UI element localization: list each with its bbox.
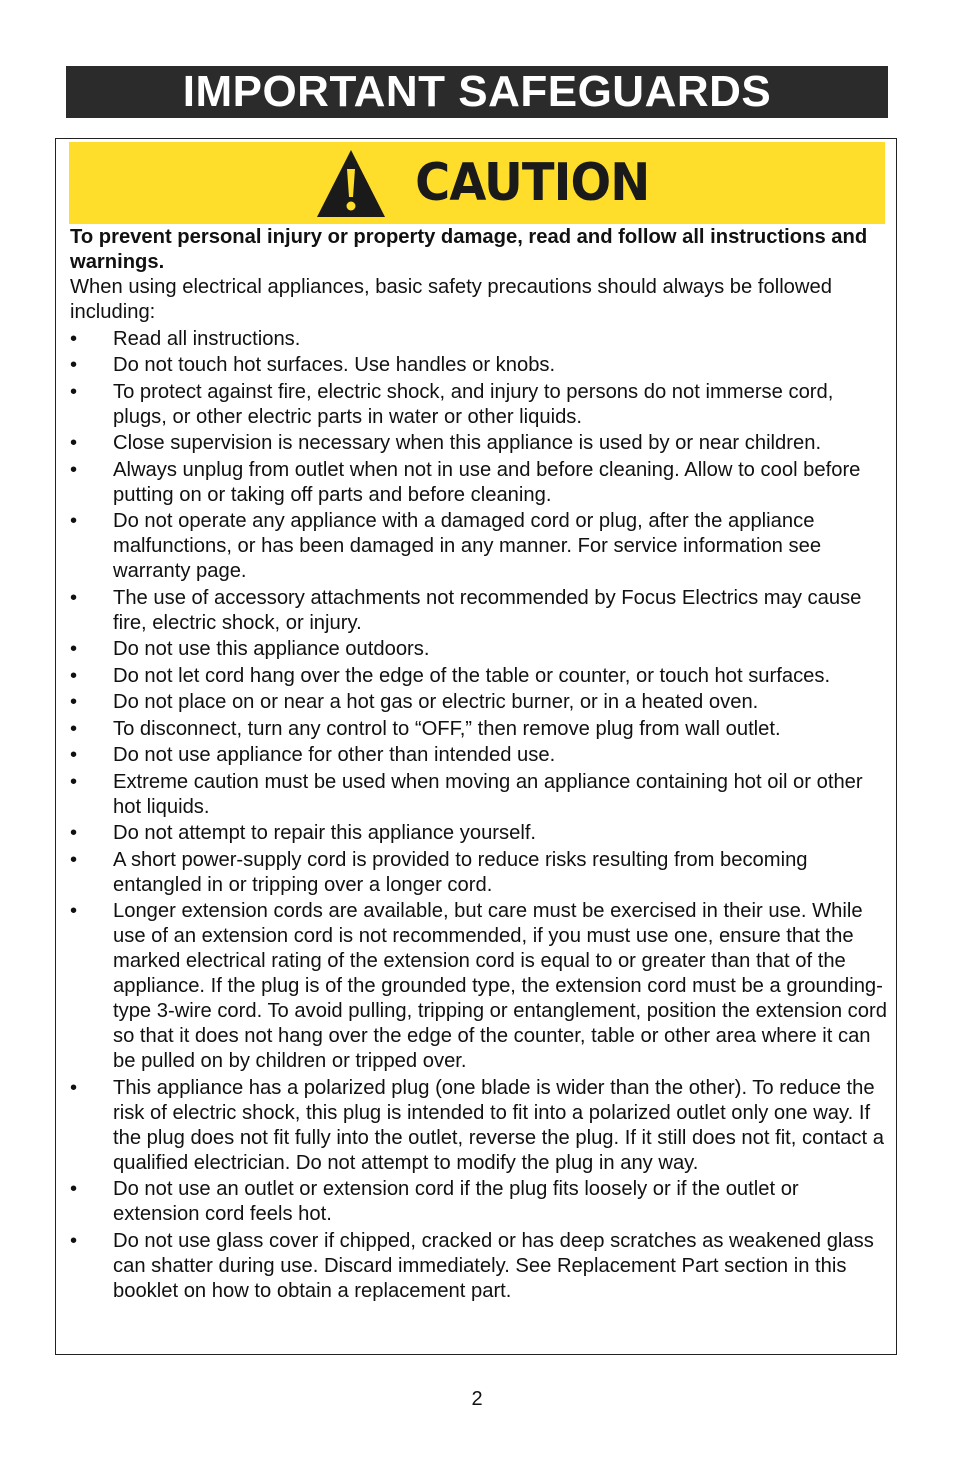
page-title: IMPORTANT SAFEGUARDS — [182, 67, 772, 116]
bullet-point: • — [70, 848, 78, 871]
caution-banner — [69, 142, 885, 224]
warning-triangle-icon — [315, 147, 387, 219]
bullet-point: • — [70, 638, 78, 660]
list-item-text: Do not use appliance for other than intended use. — [113, 744, 556, 766]
list-item-text: The use of accessory attachments not recommended by Focus Electrics may cause fire, electric shock, or injury. — [113, 586, 862, 634]
list-item — [70, 743, 890, 768]
bullet-point: • — [70, 354, 78, 376]
list-item — [70, 509, 890, 584]
list-item — [70, 1177, 890, 1227]
list-item — [70, 770, 890, 820]
caution-label: CAUTION — [414, 153, 650, 213]
list-item-text: To protect against fire, electric shock, and injury to persons do not immerse cord, plugs, or other electric parts in water or other liquids. — [113, 380, 834, 428]
list-item-text: Do not place on or near a hot gas or electric burner, or in a heated oven. — [113, 691, 759, 713]
list-item-text: Close supervision is necessary when this appliance is used by or near children. — [113, 432, 822, 454]
list-item — [70, 380, 890, 430]
list-item — [70, 431, 890, 456]
safeguards-content — [70, 225, 890, 1304]
list-item-text: Do not use an outlet or extension cord if the plug fits loosely or if the outlet or extension cord feels hot. — [113, 1178, 799, 1225]
list-item-text: Do not operate any appliance with a damaged cord or plug, after the appliance malfunctions, or has been damaged in any manner. For service information see warranty page. — [113, 510, 822, 582]
list-item-text: Extreme caution must be used when moving an appliance containing hot oil or other hot liquids. — [113, 770, 863, 818]
list-item — [70, 353, 890, 378]
list-item-text: Do not attempt to repair this appliance yourself. — [113, 822, 537, 844]
bullet-point: • — [70, 510, 78, 532]
bullet-point: • — [70, 586, 78, 609]
bullet-point: • — [70, 1178, 78, 1200]
safeguards-box — [55, 138, 897, 1355]
list-item-text: Do not use glass cover if chipped, cracked or has deep scratches as weakened glass can shatter during use. Discard immediately. See Replacement Part section in this booklet on how to obtain a replacement part. — [113, 1229, 874, 1302]
list-item — [70, 690, 890, 715]
list-item — [70, 1229, 890, 1304]
safeguard-list — [70, 327, 890, 1304]
bullet-point: • — [70, 1229, 78, 1252]
list-item — [70, 327, 890, 352]
bullet-point: • — [70, 1076, 78, 1099]
bullet-point: • — [70, 744, 78, 766]
list-item — [70, 717, 890, 742]
list-item — [70, 458, 890, 508]
list-item — [70, 821, 890, 846]
intro-warning: To prevent personal injury or property damage, read and follow all instructions and warnings. — [70, 226, 868, 273]
list-item — [70, 637, 890, 662]
bullet-point: • — [70, 458, 78, 481]
bullet-point: • — [70, 717, 78, 740]
list-item-text: Always unplug from outlet when not in use and before cleaning. Allow to cool before putting on or taking off parts and before cleaning. — [113, 458, 861, 506]
list-item — [70, 899, 890, 1074]
bullet-point: • — [70, 691, 78, 713]
header-bar — [66, 66, 888, 118]
bullet-point: • — [70, 432, 78, 454]
list-item-text: A short power-supply cord is provided to reduce risks resulting from becoming entangled in or tripping over a longer cord. — [113, 848, 808, 896]
list-item-text: This appliance has a polarized plug (one blade is wider than the other). To reduce the risk of electric shock, this plug is intended to fit into a polarized outlet only one way. If the plug does not fit fully into the outlet, reverse the plug. If it still does not fit, contact a qualified electrician. Do not attempt to modify the plug in any way. — [113, 1076, 884, 1174]
list-item-text: Do not touch hot surfaces. Use handles or knobs. — [113, 354, 556, 376]
list-item-text: To disconnect, turn any control to “OFF,” then remove plug from wall outlet. — [113, 717, 781, 740]
list-item — [70, 586, 890, 636]
bullet-point: • — [70, 380, 78, 403]
list-item — [70, 848, 890, 898]
bullet-point: • — [70, 664, 78, 687]
list-item-text: Do not use this appliance outdoors. — [113, 638, 430, 660]
page-number: 2 — [471, 1388, 483, 1410]
bullet-point: • — [70, 822, 78, 844]
list-item-text: Do not let cord hang over the edge of the table or counter, or touch hot surfaces. — [113, 664, 831, 687]
list-item — [70, 664, 890, 689]
intro-text: When using electrical appliances, basic safety precautions should always be followed including: — [70, 276, 832, 323]
list-item-text: Longer extension cords are available, but care must be exercised in their use. While use of an extension cord is not recommended, if you must use one, ensure that the marked electrical rating of the extension cord is equal to or greater than that of the appliance. If the plug is of the grounded type, the extension cord must be a grounding-type 3-wire cord. To avoid pulling, tripping or entanglement, position the extension cord so that it does not hang over the edge of the counter, table or other area where it can be pulled on by children or tripped over. — [113, 900, 887, 1072]
bullet-point: • — [70, 900, 78, 922]
bullet-point: • — [70, 770, 78, 793]
list-item-text: Read all instructions. — [113, 327, 301, 350]
bullet-point: • — [70, 327, 78, 350]
list-item — [70, 1076, 890, 1176]
